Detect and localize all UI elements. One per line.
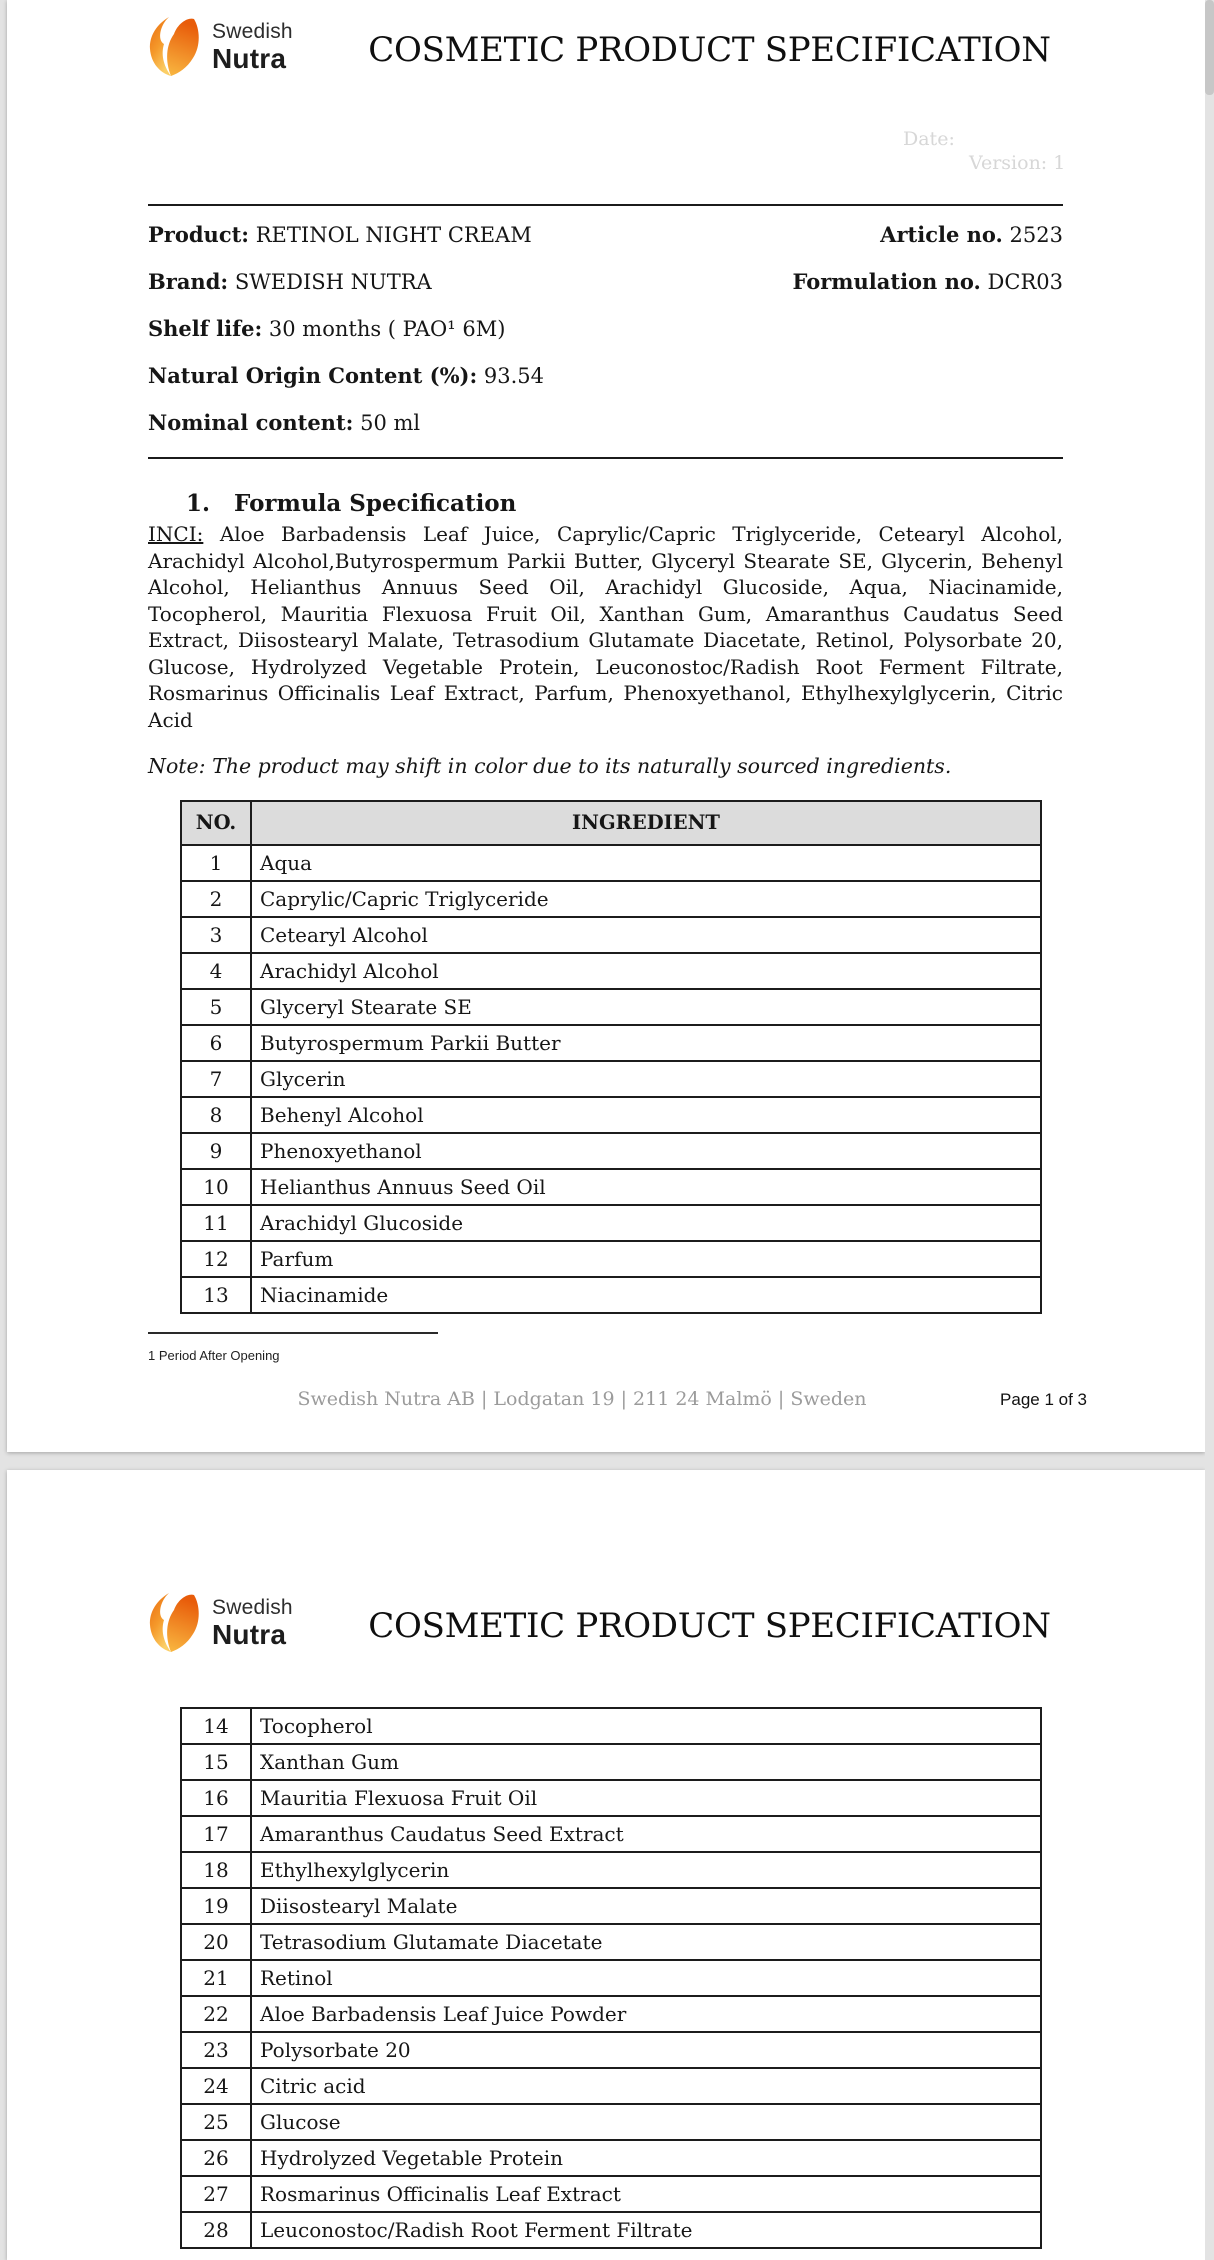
ingredient-row <box>181 2176 1041 2212</box>
document-header <box>148 0 1063 78</box>
document-page-1 <box>7 0 1205 1452</box>
document-title: COSMETIC PRODUCT SPECIFICATION <box>368 1606 1051 1646</box>
ingredient-number-cell: 6 <box>181 1025 251 1061</box>
ingredient-row <box>181 2104 1041 2140</box>
ingredient-row <box>181 1852 1041 1888</box>
ingredient-name-cell: Tetrasodium Glutamate Diacetate <box>251 1924 1041 1960</box>
inci-label: INCI: <box>148 522 204 546</box>
ingredient-name-cell: Caprylic/Capric Triglyceride <box>251 881 1041 917</box>
logo-word-swedish: Swedish <box>212 20 293 43</box>
brand-value: SWEDISH NUTRA <box>234 270 432 294</box>
ingredient-name-cell: Citric acid <box>251 2068 1041 2104</box>
ingredient-row <box>181 1708 1041 1744</box>
brand-field <box>148 269 432 295</box>
ingredient-number-cell: 14 <box>181 1708 251 1744</box>
ingredient-name-cell: Phenoxyethanol <box>251 1133 1041 1169</box>
ingredient-row <box>181 2140 1041 2176</box>
info-row-shelf-life <box>148 316 1063 342</box>
ingredient-row <box>181 1025 1041 1061</box>
ingredient-row <box>181 2212 1041 2248</box>
flame-logo-icon <box>148 16 202 78</box>
ingredient-name-cell: Arachidyl Alcohol <box>251 953 1041 989</box>
inci-ingredient-list: Aloe Barbadensis Leaf Juice, Caprylic/Capric Triglyceride, Cetearyl Alcohol, Arachidyl Alcohol,Butyrospermum Parkii Butter, Glyceryl Stearate SE, Glycerin, Behenyl Alcohol, Helianthus Annuus Seed Oil, Arachidyl Glucoside, Aqua, Niacinamide, Tocopherol, Mauritia Flexuosa Fruit Oil, Xanthan Gum, Amaranthus Caudatus Seed Extract, Diisostearyl Malate, Tetrasodium Glutamate Diacetate, Retinol, Polysorbate 20, Glucose, Hydrolyzed Vegetable Protein, Leuconostoc/Radish Root Ferment Filtrate, Rosmarinus Officinalis Leaf Extract, Parfum, Phenoxyethanol, Ethylhexylglycerin, Citric Acid <box>148 522 1063 732</box>
ingredient-number-cell: 10 <box>181 1169 251 1205</box>
article-label: Article no. <box>880 222 1003 247</box>
ingredient-name-cell: Niacinamide <box>251 1277 1041 1313</box>
ingredient-name-cell: Polysorbate 20 <box>251 2032 1041 2068</box>
ingredient-row <box>181 917 1041 953</box>
ingredient-row <box>181 1744 1041 1780</box>
ingredient-number-cell: 8 <box>181 1097 251 1133</box>
section-title: Formula Specification <box>234 490 517 517</box>
ingredient-name-cell: Arachidyl Glucoside <box>251 1205 1041 1241</box>
ingredient-name-cell: Aqua <box>251 845 1041 881</box>
top-divider <box>148 204 1063 206</box>
ingredient-number-cell: 15 <box>181 1744 251 1780</box>
formula-specification-heading <box>148 489 1063 518</box>
ingredient-number-cell: 20 <box>181 1924 251 1960</box>
ingredient-row <box>181 1888 1041 1924</box>
page-number: Page 1 of 3 <box>1000 1390 1087 1409</box>
ingredient-row <box>181 1169 1041 1205</box>
ingredient-name-cell: Hydrolyzed Vegetable Protein <box>251 2140 1041 2176</box>
ingredient-row <box>181 1277 1041 1313</box>
ingredient-name-cell: Diisostearyl Malate <box>251 1888 1041 1924</box>
ingredient-number-cell: 2 <box>181 881 251 917</box>
ingredient-row <box>181 1061 1041 1097</box>
ingredient-number-cell: 26 <box>181 2140 251 2176</box>
ingredient-row <box>181 1097 1041 1133</box>
ingredient-number-cell: 24 <box>181 2068 251 2104</box>
logo-wordmark <box>212 1592 293 1654</box>
article-value: 2523 <box>1009 223 1063 247</box>
ingredient-number-cell: 28 <box>181 2212 251 2248</box>
shelf-life-field <box>148 316 505 342</box>
scrollbar-track[interactable] <box>1205 0 1214 2260</box>
info-row-natural-origin <box>148 363 1063 389</box>
column-header-ingredient: INGREDIENT <box>251 801 1041 845</box>
ingredient-table-header-row <box>181 801 1041 845</box>
natural-origin-value: 93.54 <box>483 364 545 388</box>
ingredient-row <box>181 1960 1041 1996</box>
logo-word-swedish: Swedish <box>212 1596 293 1619</box>
company-address: Swedish Nutra AB | Lodgatan 19 | 211 24 Malmö | Sweden <box>297 1388 867 1410</box>
ingredient-table-page1 <box>180 800 1042 1314</box>
ingredient-row <box>181 1205 1041 1241</box>
natural-origin-label: Natural Origin Content (%): <box>148 363 478 388</box>
ingredient-row <box>181 1780 1041 1816</box>
info-bottom-divider <box>148 457 1063 459</box>
formulation-field <box>792 269 1063 295</box>
ingredient-name-cell: Mauritia Flexuosa Fruit Oil <box>251 1780 1041 1816</box>
ingredient-name-cell: Helianthus Annuus Seed Oil <box>251 1169 1041 1205</box>
ingredient-number-cell: 25 <box>181 2104 251 2140</box>
ingredient-row <box>181 2068 1041 2104</box>
ingredient-name-cell: Parfum <box>251 1241 1041 1277</box>
ingredient-name-cell: Retinol <box>251 1960 1041 1996</box>
ingredient-row <box>181 953 1041 989</box>
document-header-page2 <box>148 1470 1063 1654</box>
product-field <box>148 222 532 248</box>
ingredient-name-cell: Behenyl Alcohol <box>251 1097 1041 1133</box>
color-shift-note: Note: The product may shift in color due to its naturally sourced ingredients. <box>148 754 952 778</box>
ingredient-number-cell: 7 <box>181 1061 251 1097</box>
ingredient-row <box>181 1241 1041 1277</box>
ingredient-number-cell: 16 <box>181 1780 251 1816</box>
shelf-life-value: 30 months ( PAO¹ 6M) <box>268 317 506 341</box>
ingredient-name-cell: Glycerin <box>251 1061 1041 1097</box>
ingredient-row <box>181 845 1041 881</box>
logo-word-nutra: Nutra <box>212 1619 287 1650</box>
nominal-content-label: Nominal content: <box>148 410 354 435</box>
ingredient-row <box>181 2032 1041 2068</box>
page1-footer <box>148 1388 1087 1410</box>
ingredient-number-cell: 21 <box>181 1960 251 1996</box>
faint-version-text: Version: 1 <box>969 152 1066 174</box>
natural-origin-field <box>148 363 544 389</box>
ingredient-row <box>181 881 1041 917</box>
ingredient-number-cell: 18 <box>181 1852 251 1888</box>
ingredient-number-cell: 11 <box>181 1205 251 1241</box>
nominal-content-field <box>148 410 420 436</box>
footnote-pao: 1 Period After Opening <box>148 1347 280 1363</box>
footnote-divider <box>148 1332 438 1334</box>
ingredient-row <box>181 1816 1041 1852</box>
flame-logo-icon <box>148 1592 202 1654</box>
ingredient-name-cell: Ethylhexylglycerin <box>251 1852 1041 1888</box>
ingredient-number-cell: 4 <box>181 953 251 989</box>
info-row-nominal-content <box>148 410 1063 436</box>
ingredient-name-cell: Amaranthus Caudatus Seed Extract <box>251 1816 1041 1852</box>
ingredient-number-cell: 23 <box>181 2032 251 2068</box>
document-title: COSMETIC PRODUCT SPECIFICATION <box>368 30 1051 70</box>
ingredient-name-cell: Rosmarinus Officinalis Leaf Extract <box>251 2176 1041 2212</box>
section-number: 1. <box>186 490 211 517</box>
ingredient-number-cell: 9 <box>181 1133 251 1169</box>
ingredient-row <box>181 1133 1041 1169</box>
logo-wordmark <box>212 16 293 78</box>
nominal-content-value: 50 ml <box>360 411 421 435</box>
faint-date-text: Date: <box>903 128 955 150</box>
scrollbar-thumb[interactable] <box>1205 0 1214 95</box>
ingredient-number-cell: 17 <box>181 1816 251 1852</box>
brand-label: Brand: <box>148 269 229 294</box>
ingredient-number-cell: 3 <box>181 917 251 953</box>
swedish-nutra-logo <box>148 1592 356 1654</box>
ingredient-row <box>181 989 1041 1025</box>
ingredient-name-cell: Aloe Barbadensis Leaf Juice Powder <box>251 1996 1041 2032</box>
shelf-life-label: Shelf life: <box>148 316 263 341</box>
product-value: RETINOL NIGHT CREAM <box>255 223 532 247</box>
logo-word-nutra: Nutra <box>212 43 287 74</box>
product-info-block <box>148 222 1063 436</box>
ingredient-name-cell: Xanthan Gum <box>251 1744 1041 1780</box>
ingredient-table-page2 <box>180 1707 1042 2249</box>
inci-paragraph <box>148 521 1063 733</box>
info-row-brand <box>148 269 1063 295</box>
ingredient-number-cell: 27 <box>181 2176 251 2212</box>
ingredient-number-cell: 1 <box>181 845 251 881</box>
ingredient-name-cell: Glucose <box>251 2104 1041 2140</box>
formulation-value: DCR03 <box>987 270 1063 294</box>
ingredient-name-cell: Cetearyl Alcohol <box>251 917 1041 953</box>
info-row-product <box>148 222 1063 248</box>
ingredient-name-cell: Tocopherol <box>251 1708 1041 1744</box>
column-header-no: NO. <box>181 801 251 845</box>
ingredient-number-cell: 12 <box>181 1241 251 1277</box>
ingredient-number-cell: 22 <box>181 1996 251 2032</box>
ingredient-number-cell: 19 <box>181 1888 251 1924</box>
ingredient-name-cell: Glyceryl Stearate SE <box>251 989 1041 1025</box>
ingredient-row <box>181 1924 1041 1960</box>
ingredient-name-cell: Leuconostoc/Radish Root Ferment Filtrate <box>251 2212 1041 2248</box>
ingredient-number-cell: 5 <box>181 989 251 1025</box>
article-field <box>880 222 1063 248</box>
formulation-label: Formulation no. <box>792 269 981 294</box>
document-page-2 <box>7 1470 1205 2260</box>
ingredient-row <box>181 1996 1041 2032</box>
ingredient-name-cell: Butyrospermum Parkii Butter <box>251 1025 1041 1061</box>
ingredient-number-cell: 13 <box>181 1277 251 1313</box>
swedish-nutra-logo <box>148 16 356 78</box>
product-label: Product: <box>148 222 250 247</box>
